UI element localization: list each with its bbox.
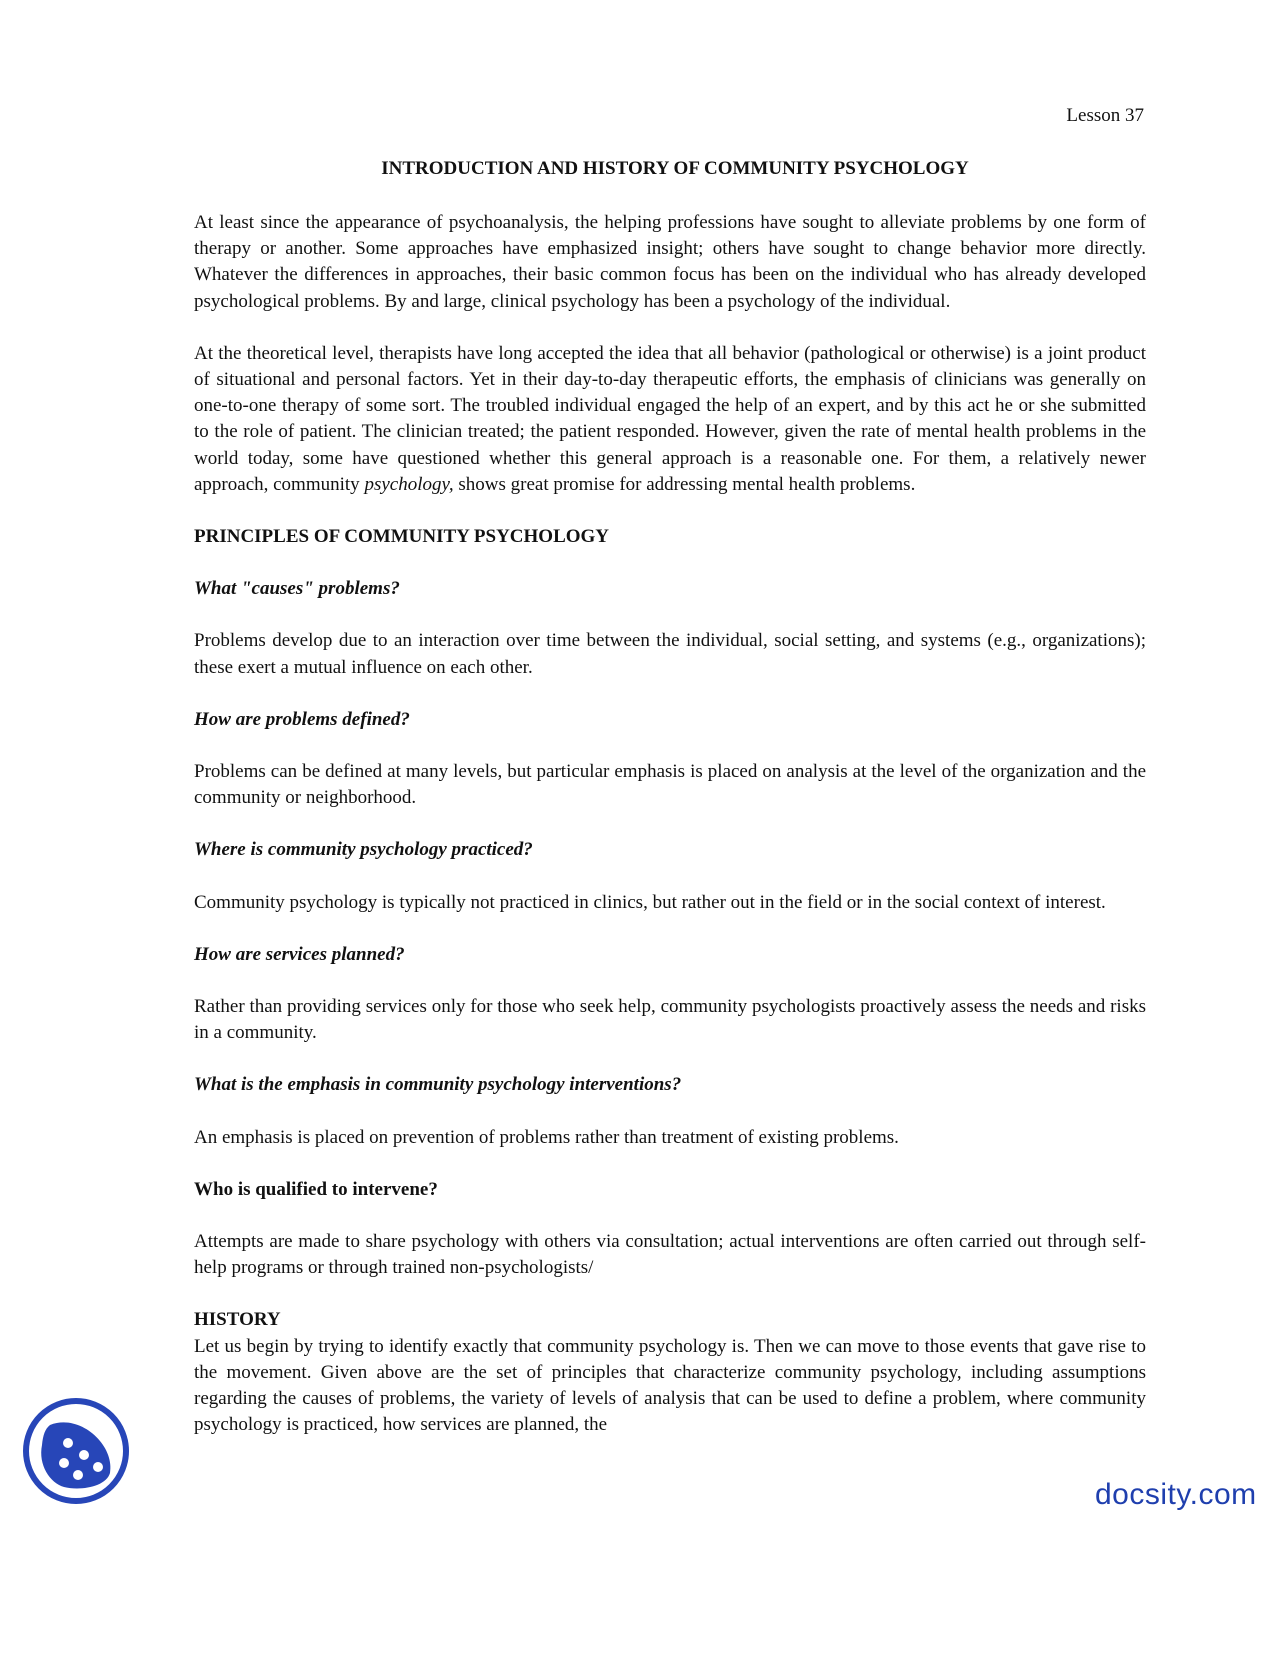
question-practiced: Where is community psychology practiced? [194, 839, 533, 861]
document-title: INTRODUCTION AND HISTORY OF COMMUNITY PSYCHOLOGY [381, 158, 969, 179]
intro-paragraph-2-italic: psychology, [364, 473, 454, 495]
docsity-logo-icon [20, 1395, 132, 1507]
lesson-number: Lesson 37 [1066, 105, 1144, 126]
answer-services: Rather than providing services only for those who seek help, community psychologists proactively assess the needs and risks in a community. [194, 996, 1146, 1044]
history-paragraph: Let us begin by trying to identify exactly that community psychology is. Then we can move to those events that gave rise to the movement. Given above are the set of principles that characterize community psychology, including assumptions regarding the causes of problems, the variety of levels of analysis that can be used to define a problem, where community psychology is practiced, how services are planned, the [194, 1335, 1146, 1436]
question-defined: How are problems defined? [194, 708, 410, 730]
principles-heading: PRINCIPLES OF COMMUNITY PSYCHOLOGY [194, 526, 610, 548]
intro-paragraph-2-text-end: shows great promise for addressing mental health problems. [453, 473, 916, 495]
answer-practiced: Community psychology is typically not practiced in clinics, but rather out in the field or in the social context of interest. [194, 891, 1106, 913]
intro-paragraph-1: At least since the appearance of psychoanalysis, the helping professions have sought to alleviate problems by one form of therapy or another. Some approaches have emphasized insight; others have sought to change behavior more directly. Whatever the differences in approaches, their basic common focus has been on the individual who has already developed psychological problems. By and large, clinical psychology has been a psychology of the individual. [194, 212, 1146, 312]
docsity-brand[interactable]: docsity.com [1095, 1478, 1257, 1511]
history-heading: HISTORY [194, 1309, 281, 1331]
question-qualified: Who is qualified to intervene? [194, 1178, 438, 1200]
intro-paragraph-2-text: At the theoretical level, therapists have long accepted the idea that all behavior (pathological or otherwise) is a joint product of situational and personal factors. Yet in their day-to-day therapeutic efforts, the emphasis of clinicians was generally on one-to-one therapy of some sort. The troubled individual engaged the help of an expert, and by this act he or she submitted to the role of patient. The clinician treated; the patient responded. However, given the rate of mental health problems in the world today, some have questioned whether this general approach is a reasonable one. For them, a relatively newer approach, community [194, 342, 1146, 495]
intro-paragraph-2 [194, 341, 1146, 498]
question-services: How are services planned? [194, 943, 405, 965]
answer-defined: Problems can be defined at many levels, but particular emphasis is placed on analysis at the level of the organization and the community or neighborhood. [194, 761, 1146, 809]
question-emphasis: What is the emphasis in community psychology interventions? [194, 1074, 682, 1096]
answer-qualified: Attempts are made to share psychology with others via consultation; actual interventions are often carried out through self-help programs or through trained non-psychologists/ [194, 1231, 1146, 1279]
answer-emphasis: An emphasis is placed on prevention of problems rather than treatment of existing problems. [194, 1126, 899, 1148]
document-body [194, 210, 1146, 1465]
question-causes: What "causes" problems? [194, 578, 400, 600]
answer-causes: Problems develop due to an interaction over time between the individual, social setting, and systems (e.g., organizations); these exert a mutual influence on each other. [194, 630, 1146, 678]
